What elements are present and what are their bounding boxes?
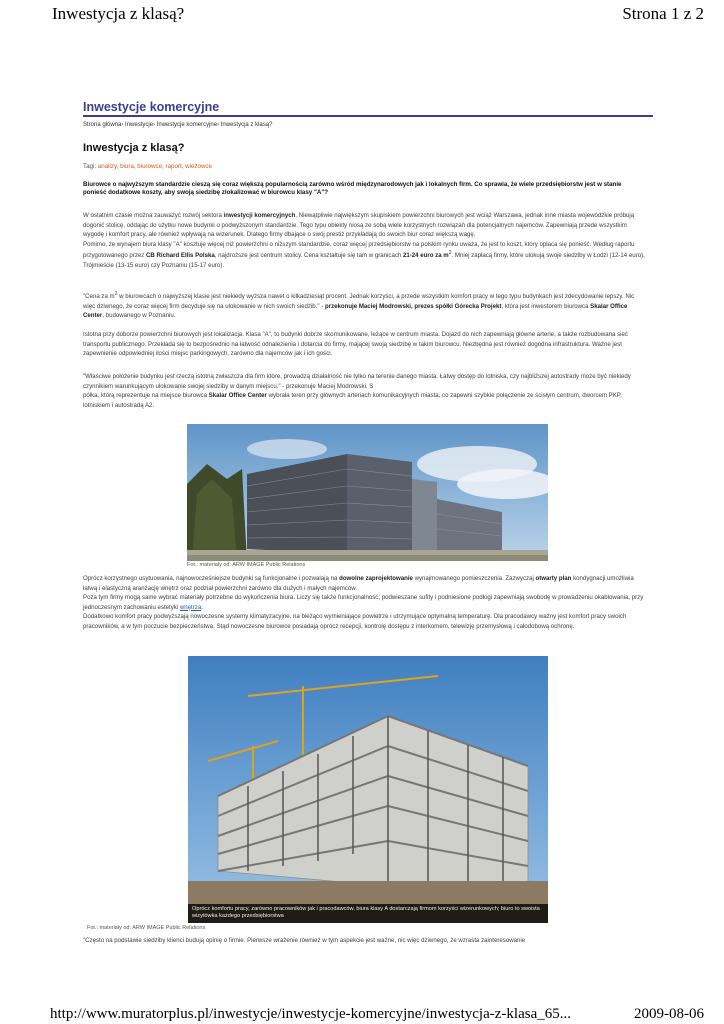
paragraph-1: [83, 211, 645, 270]
paragraph-last: "Często na podstawie siedziby klienci budują opinię o firmie. Pierwsze wrażenie również w tym aspekcie jest ważne, nic więc dziwnego, że wzrasta zainteresowanie: [83, 937, 526, 944]
paragraph-text: . Niewątpliwie największym skupiskiem powierzchni biurowych jest wciąż Warszawa, jednak inne miasta wojewódzkie próbują dogonić stolicę, oddając do użytku nowe budynki o podwyższonym standardzie. Tego typu obiekty niosą ze sobą wiele korzystnych rozwiązań dla potencjalnych najemców. Zapewniają przede wszystkim wygodę i komfort pracy, ale również wpływają na wizerunek. Dlatego firmy dbające o swój prestiż przykładają do swoich biur coraz większą wagę.: [83, 212, 635, 238]
paragraph-text: , która jest inwestorem biurowca: [501, 302, 591, 310]
article-lead: Biurowce o najwyższym standardzie cieszą się coraz większą popularnością zarówno wśród międzynarodowych jak i lokalnych firm. Co sprawia, że wiele przedsiębiorstw jest w stanie ponieść dodatkowe koszty, aby swoją siedzibę zlokalizować w biurowcu klasy "A"?: [83, 181, 622, 196]
paragraph-text: "Cena za m: [83, 293, 115, 301]
paragraph-bold: Skalar Office Center: [83, 302, 628, 320]
paragraph-quote-2: [83, 372, 645, 410]
paragraph-functionality: [83, 574, 645, 631]
tags-row: Tagi: analizy, biura, biurowce, raport, wieżowce: [83, 163, 212, 170]
photo-caption: Fot.: materiały od: ARW IMAGE Public Relations: [87, 925, 206, 931]
tag-link[interactable]: analizy: [97, 163, 117, 170]
paragraph-text: wynajmowanego pomieszczenia. Zazwyczaj: [412, 575, 536, 582]
breadcrumb-current: Inwestycja z klasą?: [220, 122, 273, 128]
page-footer-date: 2009-08-06: [634, 1006, 704, 1022]
paragraph-quote-1: [83, 290, 645, 321]
article-title: Inwestycja z klasą?: [83, 142, 185, 154]
paragraph-text: , najdroższe jest centrum stolicy. Cena kształtuje się tam w granicach: [214, 252, 403, 260]
paragraph-bold: Skalar Office Center: [208, 392, 267, 399]
paragraph-location: Istotna przy doborze powierzchni biurowych jest lokalizacja. Klasa "A", to budynki dobrze skomunikowane, leżące w centrum miasta. Dojazd do nich zapewniają główne arterie, a także rozbudowana sieć transportu publicznego. Przekłada się to bezpośrednio na łatwość odnalezienia i dotarcia do firmy, mającej swoją siedzibę w takim biurowcu. Niezbędna jest również dogodna infrastruktura. Ważne jest zapewnienie odpowiedniej ilości miejsc parkingowych, zarówno dla najemców jak i ich gości.: [83, 331, 628, 357]
tag-link[interactable]: biura: [120, 163, 134, 170]
paragraph-text: kondygnacji umożliwia łatwą i elastyczną aranżację wnętrz oraz podział powierzchni zarówno dla dużych i małych najemców.: [83, 575, 634, 592]
paragraph-text: Oprócz korzystnego usytuowania, najnowocześniejsze budynki są funkcjonalne i pozwalają na: [83, 575, 340, 582]
tag-link[interactable]: biurowce: [137, 163, 163, 170]
wnetrza-link[interactable]: wnętrza: [179, 603, 202, 611]
paragraph-text: .: [201, 603, 203, 611]
paragraph-text: półka, którą reprezentuje na miejsce biurowca: [83, 392, 209, 399]
superscript: 2: [114, 291, 118, 297]
tag-link[interactable]: wieżowce: [185, 163, 212, 170]
paragraph-bold: przekonuje Maciej Modrowski, prezes spółki Górecka Projekt: [324, 302, 502, 310]
paragraph-bold: CB Richard Ellis Polska: [146, 252, 215, 260]
paragraph-text: Poza tym firmy mogą same wybrać materiały potrzebne do wykończenia biura. Liczy się także funkcjonalność; podwieszane sufity i podniesione podłogi zapewniają swobodę w prowadzeniu okablowania, przy jednoczesnym zachowaniu estetyki: [83, 594, 644, 611]
page-header-page-number: Strona 1 z 2: [622, 4, 704, 23]
paragraph-bold: otwarty plan: [535, 575, 572, 582]
paragraph-text: w biurowcach o najwyższej klasie jest niekiedy wyższa nawet o kilkadziesiąt procent. Jednak korzyści, a przede wszystkim komfort pracy w tego typu budynkach jest zdecydowanie lepszy. Nic więc dziwnego, że coraz więcej firm decyduje się na ulokowanie w nich swoich siedzib." -: [83, 293, 635, 310]
paragraph-bold: 21-24 euro za m: [402, 252, 449, 260]
paragraph-bold: inwestycji komercyjnych: [223, 212, 296, 219]
superscript: 2: [448, 250, 452, 256]
page-header-title: Inwestycja z klasą?: [52, 4, 185, 23]
paragraph-text: , budowanego w Poznaniu.: [102, 312, 176, 320]
breadcrumb: [83, 122, 272, 128]
photo-caption: Fot.: materiały od: ARW IMAGE Public Relations: [187, 562, 306, 568]
breadcrumb-separator: ›: [217, 122, 220, 128]
tag-link[interactable]: raport: [165, 163, 182, 170]
breadcrumb-inwestycje[interactable]: Inwestycje: [125, 122, 154, 128]
section-title: Inwestycje komercyjne: [83, 100, 653, 117]
paragraph-text: . Mniej zapłacą firmy, które ulokują swoje siedziby w Łodzi (12-14 euro), Trójmieście (13-15 euro) czy Poznaniu (15-17 euro).: [83, 252, 645, 269]
breadcrumb-separator: ›: [121, 122, 124, 128]
office-building-photo: [187, 424, 548, 561]
paragraph-text: Pomimo, że wynajem biura klasy "A" kosztuje więcej niż powierzchni o niższym standardzie, coraz więcej przedsiębiorstw na polskim rynku uważa, że jest to koszt, który opłaca się ponieść. Według raportu przygotowanego przez: [83, 240, 635, 260]
breadcrumb-separator: ›: [153, 122, 156, 128]
photo-overlay-caption: Oprócz komfortu pracy, zarówno pracowników jak i pracodawców, biura klasy A dostarczają firmom korzyści wizerunkowych; biuro to swoista wizytówka każdego przedsiębiorstwa: [188, 904, 548, 923]
breadcrumb-home[interactable]: Strona główna: [83, 122, 122, 128]
paragraph-text: "Właściwe położenie budynku jest rzeczą istotną zwłaszcza dla firm które, prowadzą działalność nie tylko na terenie danego miasta. Łatwy dostęp do lotniska, czy najbliższej autostrady może być niekiedy czynnikiem warunkującym ulokowanie swojej siedziby w danym miejscu." - przekonuje Maciej Modrowski. S: [83, 373, 631, 390]
construction-site-photo: [188, 656, 548, 923]
paragraph-bold: dowolne zaprojektowanie: [339, 575, 413, 582]
breadcrumb-inwestycje-komercyjne[interactable]: Inwestycje komercyjne: [156, 122, 218, 128]
paragraph-text: wybrała teren przy głównych arteriach komunikacyjnych miasta, co zapewni szybkie połączenie ze ścisłym centrum, dworcem PKP, lotniskiem i autostradą A2.: [83, 392, 622, 409]
tags-label: Tagi:: [83, 163, 97, 170]
page-footer-url[interactable]: http://www.muratorplus.pl/inwestycje/inwestycje-komercyjne/inwestycja-z-klasa_65...: [50, 1006, 571, 1022]
paragraph-text: Dodatkowo komfort pracy podwyższają nowoczesne systemy klimatyzacyjne, na bieżąco wymieniające powietrze i utrzymujące optymalną temperaturę. Dla pracodawcy ważny jest komfort pracy swoich pracowników, a w tym poczucie bezpieczeństwa. Stąd nowoczesne biurowce posiadają oprócz recepcji, kontrolę dostępu z interkomem, telewizję przemysłową i całodobową ochronę.: [83, 613, 627, 630]
paragraph-text: W ostatnim czasie można zauważyć rozwój sektora: [83, 212, 224, 219]
